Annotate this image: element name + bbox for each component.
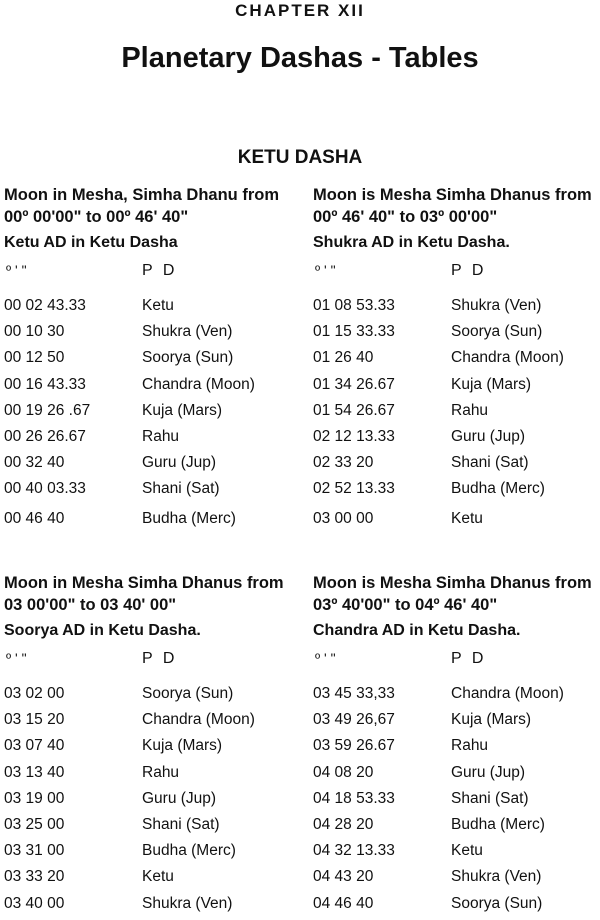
degree-header: º ' " [315,262,336,278]
table-row [4,479,296,505]
section-range-line1: Moon is Mesha Simha Dhanus from [313,186,592,204]
table-row [313,348,600,374]
planet-cell: Kuja (Mars) [142,401,223,419]
planet-cell: Soorya (Sun) [142,349,234,367]
time-cell: 03 59 26.67 [313,737,395,755]
time-cell: 04 32 13.33 [313,842,395,860]
time-cell: 04 43 20 [313,868,374,886]
table-row [4,763,296,789]
planet-cell: Budha (Merc) [451,480,545,498]
table-row [313,894,600,920]
planet-cell: Chandra (Moon) [142,711,255,729]
time-cell: 00 16 43.33 [4,375,86,393]
time-cell: 04 46 40 [313,894,374,912]
planet-cell: Shukra (Ven) [142,323,233,341]
time-cell: 04 28 20 [313,815,374,833]
degree-header: º ' " [6,650,27,666]
table-row [313,296,600,322]
table-section [313,184,600,535]
planet-cell: Budha (Merc) [142,509,236,527]
table-row [313,736,600,762]
time-cell: 03 40 00 [4,894,65,912]
planet-cell: Shani (Sat) [142,480,220,498]
time-cell: 03 19 00 [4,789,65,807]
time-cell: 01 08 53.33 [313,297,395,314]
planet-cell: Guru (Jup) [451,427,526,445]
time-cell: 00 26 26.67 [4,427,86,445]
table-row [4,427,296,453]
time-cell: 00 40 03.33 [4,480,86,498]
table-row [313,815,600,841]
time-cell: 00 12 50 [4,349,65,367]
time-cell: 01 34 26.67 [313,375,395,393]
time-cell: 03 49 26,67 [313,711,395,729]
section-subtitle: Ketu AD in Ketu Dasha [4,234,178,251]
time-cell: 01 26 40 [313,349,374,367]
planet-cell: Ketu [451,509,483,527]
time-cell: 03 33 20 [4,868,65,886]
time-cell: 04 08 20 [313,763,374,781]
column-header [4,262,296,288]
planet-cell: Kuja (Mars) [142,737,223,755]
time-cell: 03 15 20 [4,711,65,729]
time-cell: 00 32 40 [4,454,65,472]
table-section [4,184,296,535]
planet-cell: Shukra (Ven) [142,894,233,912]
table-row [313,427,600,453]
pd-header: P D [451,262,487,279]
table-row [4,867,296,893]
planet-cell: Chandra (Moon) [142,375,255,393]
time-cell: 02 12 13.33 [313,427,395,445]
table-rows [4,684,296,920]
page-title: Planetary Dashas - Tables [121,42,479,74]
section-subtitle: Shukra AD in Ketu Dasha. [313,234,510,251]
section-range-line1: Moon in Mesha Simha Dhanus from [4,574,284,592]
section-range-line2: 03º 40'00" to 04º 46' 40" [313,596,498,614]
time-cell: 03 02 00 [4,685,65,702]
column-header [4,650,296,676]
planet-cell: Guru (Jup) [451,763,526,781]
time-cell: 00 02 43.33 [4,297,86,314]
section-title: KETU DASHA [237,147,363,168]
planet-cell: Rahu [142,427,180,445]
time-cell: 04 18 53.33 [313,789,395,807]
pd-header: P D [451,650,487,667]
table-row [313,401,600,427]
table-row [4,401,296,427]
table-section [313,572,600,920]
section-range-line2: 00º 00'00" to 00º 46' 40" [4,208,189,226]
column-header [313,262,600,288]
time-cell: 03 31 00 [4,842,65,860]
table-row [4,509,296,535]
table-row [313,453,600,479]
table-rows [4,296,296,535]
planet-cell: Soorya (Sun) [451,323,543,341]
table-section [4,572,296,920]
planet-cell: Budha (Merc) [451,815,545,833]
table-row [313,867,600,893]
pd-header: P D [142,650,178,667]
time-cell: 03 13 40 [4,763,65,781]
planet-cell: Shukra (Ven) [451,297,542,314]
table-row [313,789,600,815]
planet-cell: Shani (Sat) [451,454,529,472]
planet-cell: Soorya (Sun) [451,894,543,912]
table-row [4,296,296,322]
degree-header: º ' " [315,650,336,666]
planet-cell: Ketu [142,868,174,886]
table-row [4,375,296,401]
planet-cell: Shani (Sat) [142,815,220,833]
time-cell: 00 46 40 [4,509,65,527]
degree-header: º ' " [6,262,27,278]
planet-cell: Budha (Merc) [142,842,236,860]
time-cell: 00 19 26 .67 [4,401,91,419]
table-row [313,710,600,736]
section-range-line1: Moon in Mesha, Simha Dhanu from [4,186,280,204]
time-cell: 03 00 00 [313,509,374,527]
time-cell: 01 54 26.67 [313,401,395,419]
planet-cell: Rahu [142,763,180,781]
table-row [4,789,296,815]
time-cell: 03 45 33,33 [313,685,395,702]
table-rows [313,296,600,535]
planet-cell: Shukra (Ven) [451,868,542,886]
section-subtitle: Chandra AD in Ketu Dasha. [313,622,521,639]
table-row [313,841,600,867]
table-rows [313,684,600,920]
table-row [4,348,296,374]
time-cell: 02 33 20 [313,454,374,472]
table-row [4,684,296,710]
column-header [313,650,600,676]
table-row [313,684,600,710]
time-cell: 00 10 30 [4,323,65,341]
section-subtitle: Soorya AD in Ketu Dasha. [4,622,201,639]
time-cell: 02 52 13.33 [313,480,395,498]
planet-cell: Guru (Jup) [142,789,217,807]
section-range-line1: Moon is Mesha Simha Dhanus from [313,574,592,592]
table-row [4,894,296,920]
planet-cell: Chandra (Moon) [451,685,564,702]
table-row [4,736,296,762]
table-row [313,479,600,505]
planet-cell: Soorya (Sun) [142,685,234,702]
planet-cell: Ketu [142,297,174,314]
table-row [4,453,296,479]
planet-cell: Kuja (Mars) [451,375,532,393]
table-row [313,509,600,535]
section-range-line2: 03 00'00" to 03 40' 00" [4,596,177,614]
chapter-heading: CHAPTER XII [235,1,365,20]
time-cell: 03 07 40 [4,737,65,755]
planet-cell: Ketu [451,842,483,860]
table-row [313,322,600,348]
planet-cell: Kuja (Mars) [451,711,532,729]
table-row [4,841,296,867]
section-range-line2: 00º 46' 40" to 03º 00'00" [313,208,498,226]
pd-header: P D [142,262,178,279]
table-row [313,375,600,401]
planet-cell: Rahu [451,737,489,755]
planet-cell: Rahu [451,401,489,419]
table-row [313,763,600,789]
planet-cell: Guru (Jup) [142,454,217,472]
planet-cell: Chandra (Moon) [451,349,564,367]
planet-cell: Shani (Sat) [451,789,529,807]
table-row [4,322,296,348]
time-cell: 03 25 00 [4,815,65,833]
table-row [4,710,296,736]
time-cell: 01 15 33.33 [313,323,395,341]
table-row [4,815,296,841]
